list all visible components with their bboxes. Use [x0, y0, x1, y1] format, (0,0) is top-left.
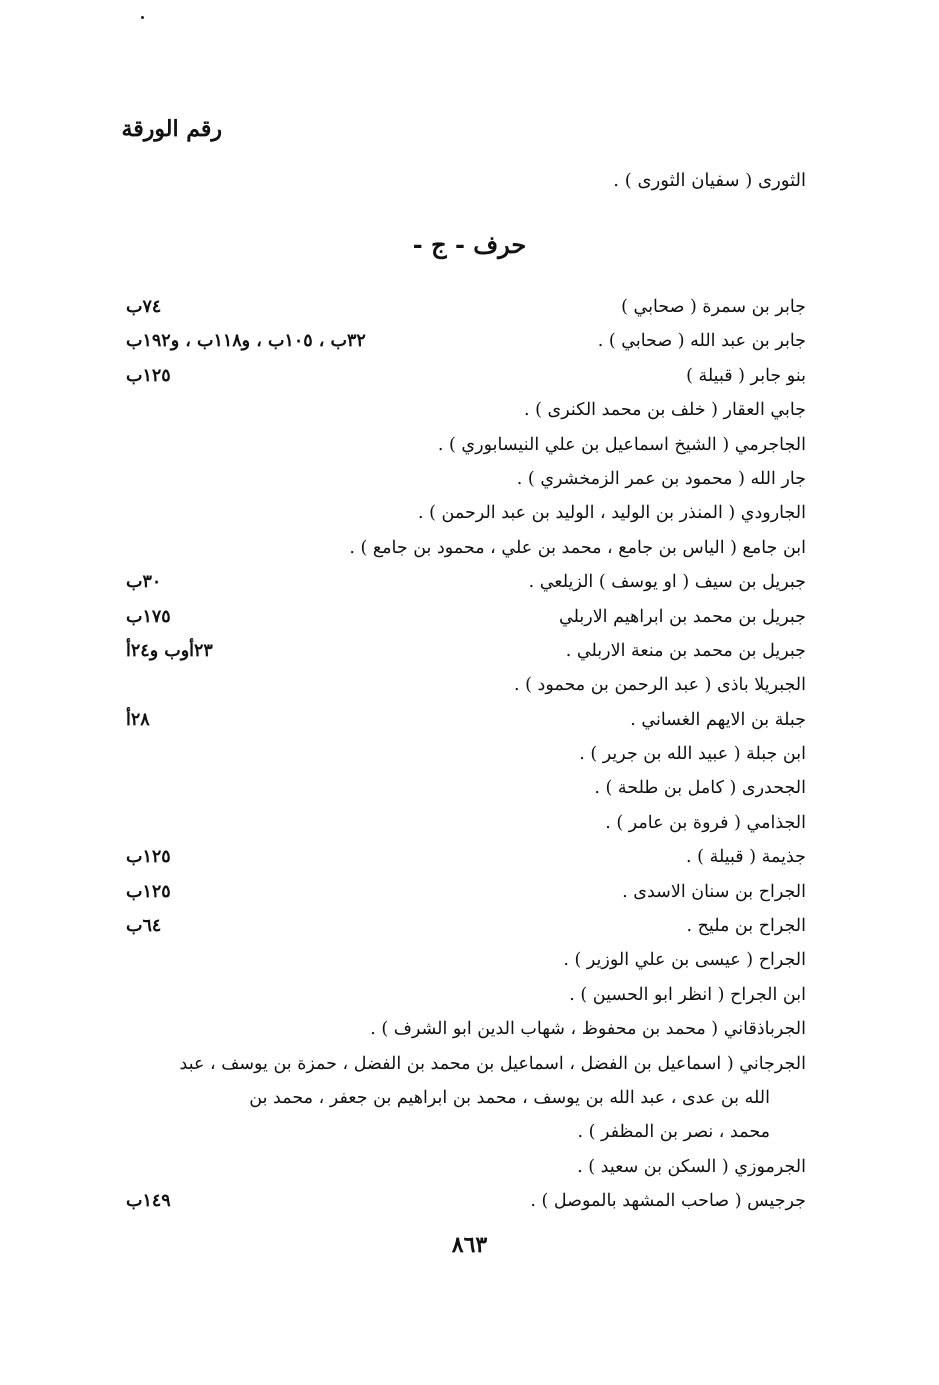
index-entry — [126, 324, 806, 358]
continued-entry: الثورى ( سفيان الثورى ) . — [613, 170, 806, 191]
folio-reference: ١٢٥ب — [126, 881, 171, 902]
entry-name: جار الله ( محمود بن عمر الزمخشري ) . — [516, 468, 806, 489]
folio-reference: ٢٣أوب و٢٤أ — [126, 640, 213, 661]
entry-name: جابر بن سمرة ( صحابي ) — [621, 297, 806, 317]
index-entry — [126, 359, 806, 393]
index-entry — [126, 462, 806, 496]
index-entry — [126, 668, 806, 702]
entry-name: جرجيس ( صاحب المشهد بالموصل ) . — [530, 1191, 806, 1212]
index-entry — [126, 806, 806, 840]
entry-name: الجذامي ( فروة بن عامر ) . — [605, 812, 806, 833]
entry-name: جبريل بن محمد بن ابراهيم الاربلي — [559, 606, 806, 627]
entry-name: الجراح بن سنان الاسدى . — [622, 881, 806, 902]
entry-line: الله بن عدى ، عبد الله بن يوسف ، محمد بن ابراهيم بن جعفر ، محمد بن — [249, 1088, 770, 1108]
entry-name: الجراح ( عيسى بن علي الوزير ) . — [563, 950, 806, 971]
index-entry — [126, 496, 806, 530]
index-entry — [126, 634, 806, 668]
folio-reference: ٣٢ب ، ١٠٥ب ، و١١٨ب ، و١٩٢ب — [126, 331, 366, 352]
folio-reference: ١٢٥ب — [126, 847, 171, 868]
index-entry — [126, 393, 806, 427]
entry-name: جابي العقار ( خلف بن محمد الكنرى ) . — [524, 400, 806, 421]
index-entry-multiline — [126, 1047, 806, 1150]
folio-reference: ٦٤ب — [126, 916, 162, 937]
folio-reference: ١٤٩ب — [126, 1191, 171, 1212]
index-entry — [126, 428, 806, 462]
index-entry — [126, 703, 806, 737]
entry-name: ابن جبلة ( عبيد الله بن جرير ) . — [579, 744, 806, 765]
index-entry — [126, 909, 806, 943]
section-title: حرف - ج - — [412, 230, 527, 259]
index-entry — [126, 290, 806, 324]
entry-name — [126, 1047, 806, 1150]
entry-name: الجرباذقاني ( محمد بن محفوظ ، شهاب الدين ابو الشرف ) . — [370, 1019, 806, 1040]
page-mark — [141, 16, 144, 19]
index-entry — [126, 1184, 806, 1218]
index-entry — [126, 600, 806, 634]
entry-name: الجراح بن مليح . — [686, 916, 806, 937]
index-entry — [126, 565, 806, 599]
entry-name: ابن جامع ( الياس بن جامع ، محمد بن علي ، محمود بن جامع ) . — [349, 537, 806, 558]
index-entry — [126, 1150, 806, 1184]
entry-name: الجارودي ( المنذر بن الوليد ، الوليد بن عبد الرحمن ) . — [418, 503, 806, 524]
entry-line: محمد ، نصر بن المظفر ) . — [577, 1122, 770, 1143]
index-entry — [126, 531, 806, 565]
entry-name: جذيمة ( قبيلة ) . — [686, 847, 806, 868]
entry-line: الجرجاني ( اسماعيل بن الفضل ، اسماعيل بن محمد بن الفضل ، حمزة بن يوسف ، عبد — [179, 1053, 806, 1074]
page-number: ٨٦٣ — [451, 1232, 488, 1258]
index-entry — [126, 978, 806, 1012]
folio-reference: ٧٤ب — [126, 297, 162, 317]
index-entry — [126, 737, 806, 771]
folio-reference: ١٧٥ب — [126, 606, 171, 627]
entry-name: الجحدرى ( كامل بن طلحة ) . — [594, 778, 806, 799]
entry-name: جبريل بن سيف ( او يوسف ) الزيلعي . — [528, 572, 806, 593]
entry-name: الجرموزي ( السكن بن سعيد ) . — [577, 1156, 806, 1177]
entry-name: جابر بن عبد الله ( صحابي ) . — [597, 331, 806, 352]
entry-name: جبريل بن محمد بن منعة الاربلي . — [565, 640, 806, 661]
entry-name: الجبريلا باذى ( عبد الرحمن بن محمود ) . — [514, 675, 806, 696]
index-entry — [126, 943, 806, 977]
column-heading: رقم الورقة — [121, 116, 222, 142]
index-entries — [126, 290, 806, 1219]
folio-reference: ٣٠ب — [126, 572, 162, 593]
index-entry — [126, 875, 806, 909]
index-entry — [126, 840, 806, 874]
entry-name: ابن الجراح ( انظر ابو الحسين ) . — [569, 984, 806, 1005]
entry-name: الجاجرمي ( الشيخ اسماعيل بن علي النيسابوري ) . — [437, 434, 806, 455]
folio-reference: ١٢٥ب — [126, 365, 171, 386]
entry-name: بنو جابر ( قبيلة ) — [686, 365, 806, 386]
index-entry — [126, 771, 806, 805]
folio-reference: ٢٨أ — [126, 709, 150, 730]
entry-name: جبلة بن الايهم الغساني . — [630, 709, 806, 730]
index-entry — [126, 1012, 806, 1046]
